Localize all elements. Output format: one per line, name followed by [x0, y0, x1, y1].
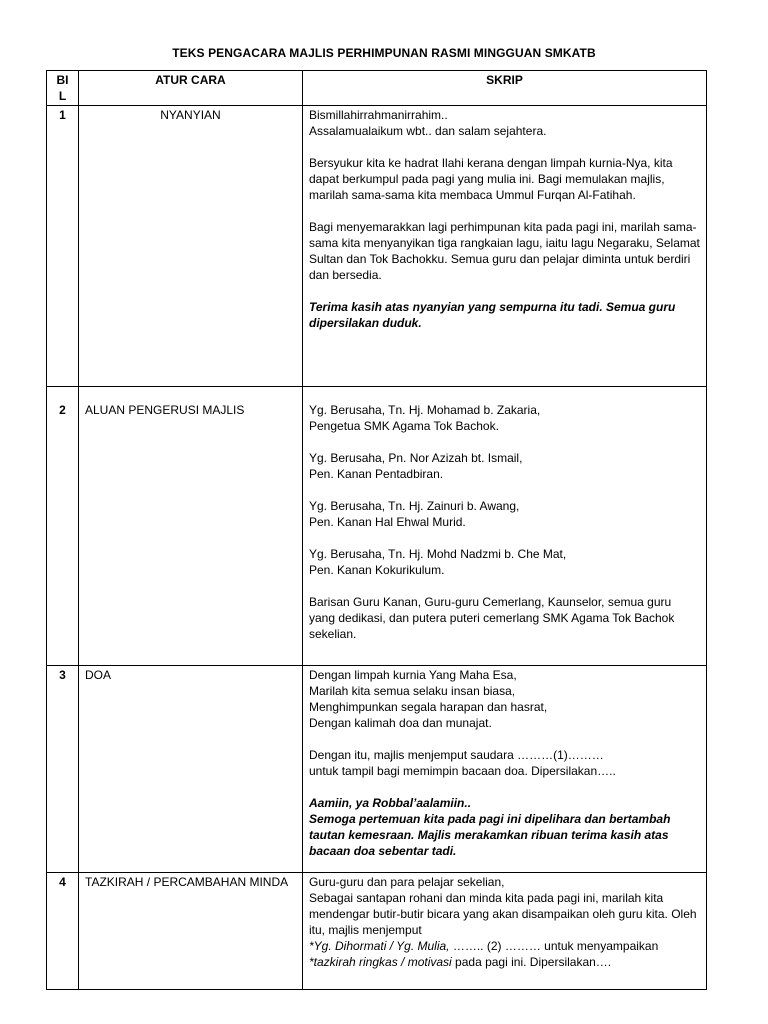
- script-line: Yg. Berusaha, Tn. Hj. Zainuri b. Awang,: [309, 499, 520, 513]
- table-row: [47, 106, 707, 387]
- script-line: Pengetua SMK Agama Tok Bachok.: [309, 419, 499, 433]
- row-script: [303, 873, 707, 990]
- script-fragment: *Yg. Dihormati / Yg. Mulia,: [309, 939, 450, 953]
- row-number: 3: [47, 666, 79, 873]
- script-line: Marilah kita semua selaku insan biasa,: [309, 684, 516, 698]
- script-line: untuk tampil bagi memimpin bacaan doa. Dipersilakan…..: [309, 764, 616, 778]
- script-line: Menghimpunkan segala harapan dan hasrat,: [309, 700, 548, 714]
- script-line: Dengan kalimah doa dan munajat.: [309, 716, 492, 730]
- row-agenda: DOA: [79, 666, 303, 873]
- script-line: Dengan limpah kurnia Yang Maha Esa,: [309, 668, 517, 682]
- script-line: Guru-guru dan para pelajar sekelian,: [309, 875, 505, 889]
- program-table: [46, 70, 707, 990]
- script-line: Yg. Berusaha, Tn. Hj. Mohamad b. Zakaria,: [309, 403, 541, 417]
- script-line: Pen. Kanan Kokurikulum.: [309, 563, 445, 577]
- script-line: Yg. Berusaha, Pn. Nor Azizah bt. Ismail,: [309, 451, 523, 465]
- script-paragraph: Barisan Guru Kanan, Guru-guru Cemerlang, Kaunselor, semua guru yang dedikasi, dan putera puteri cemerlang SMK Agama Tok Bachok sekelian.: [309, 595, 675, 641]
- row-script: [303, 387, 707, 666]
- script-paragraph: Bagi menyemarakkan lagi perhimpunan kita pada pagi ini, marilah sama-sama kita menyanyikan tiga rangkaian lagu, iaitu lagu Negaraku, Selamat Sultan dan Tok Bachokku. Semua guru dan pelajar diminta untuk berdiri dan bersedia.: [309, 220, 700, 282]
- header-bil: BI L: [47, 71, 79, 106]
- script-line: Assalamualaikum wbt.. dan salam sejahtera.: [309, 124, 547, 138]
- table-header-row: [47, 71, 707, 106]
- script-fragment: …….. (2) ……… untuk menyampaikan: [449, 939, 659, 953]
- row-number: 2: [47, 387, 79, 666]
- script-line: Sebagai santapan rohani dan minda kita pada pagi ini, marilah kita mendengar butir-butir bicara yang akan disampaikan oleh guru kita. Oleh itu, majlis menjemput: [309, 891, 697, 937]
- row-agenda: ALUAN PENGERUSI MAJLIS: [79, 387, 303, 666]
- script-line: Dengan itu, majlis menjemput saudara ………(1)………: [309, 748, 604, 762]
- script-line: Aamiin, ya Robbal’aalamiin..: [309, 796, 472, 810]
- script-line: [309, 938, 700, 954]
- row-agenda: TAZKIRAH / PERCAMBAHAN MINDA: [79, 873, 303, 990]
- row-script: [303, 666, 707, 873]
- script-paragraph: Bersyukur kita ke hadrat Ilahi kerana dengan limpah kurnia-Nya, kita dapat berkumpul pada pagi yang mulia ini. Bagi memulakan majlis, marilah sama-sama kita membaca Ummul Furqan Al-Fatihah.: [309, 156, 673, 202]
- script-line: Pen. Kanan Pentadbiran.: [309, 467, 444, 481]
- script-line: Semoga pertemuan kita pada pagi ini dipelihara dan bertambah tautan kemesraan. Majlis merakamkan ribuan terima kasih atas bacaan doa sebentar tadi.: [309, 812, 671, 858]
- script-fragment: *tazkirah ringkas / motivasi: [309, 955, 452, 969]
- row-script: [303, 106, 707, 387]
- row-agenda: NYANYIAN: [79, 106, 303, 387]
- script-fragment: pada pagi ini. Dipersilakan….: [451, 955, 612, 969]
- row-number: 1: [47, 106, 79, 387]
- table-row: [47, 666, 707, 873]
- document-title: TEKS PENGACARA MAJLIS PERHIMPUNAN RASMI MINGGUAN SMKATB: [172, 46, 596, 60]
- script-line: Bismillahirrahmanirrahim..: [309, 108, 448, 122]
- header-atur-cara: ATUR CARA: [79, 71, 303, 106]
- script-line: Yg. Berusaha, Tn. Hj. Mohd Nadzmi b. Che Mat,: [309, 547, 567, 561]
- script-line: Pen. Kanan Hal Ehwal Murid.: [309, 515, 466, 529]
- script-paragraph: Terima kasih atas nyanyian yang sempurna itu tadi. Semua guru dipersilakan duduk.: [309, 300, 676, 330]
- table-row: [47, 873, 707, 990]
- table-row: [47, 387, 707, 666]
- script-line: [309, 954, 700, 970]
- row-number: 4: [47, 873, 79, 990]
- header-skrip: SKRIP: [303, 71, 707, 106]
